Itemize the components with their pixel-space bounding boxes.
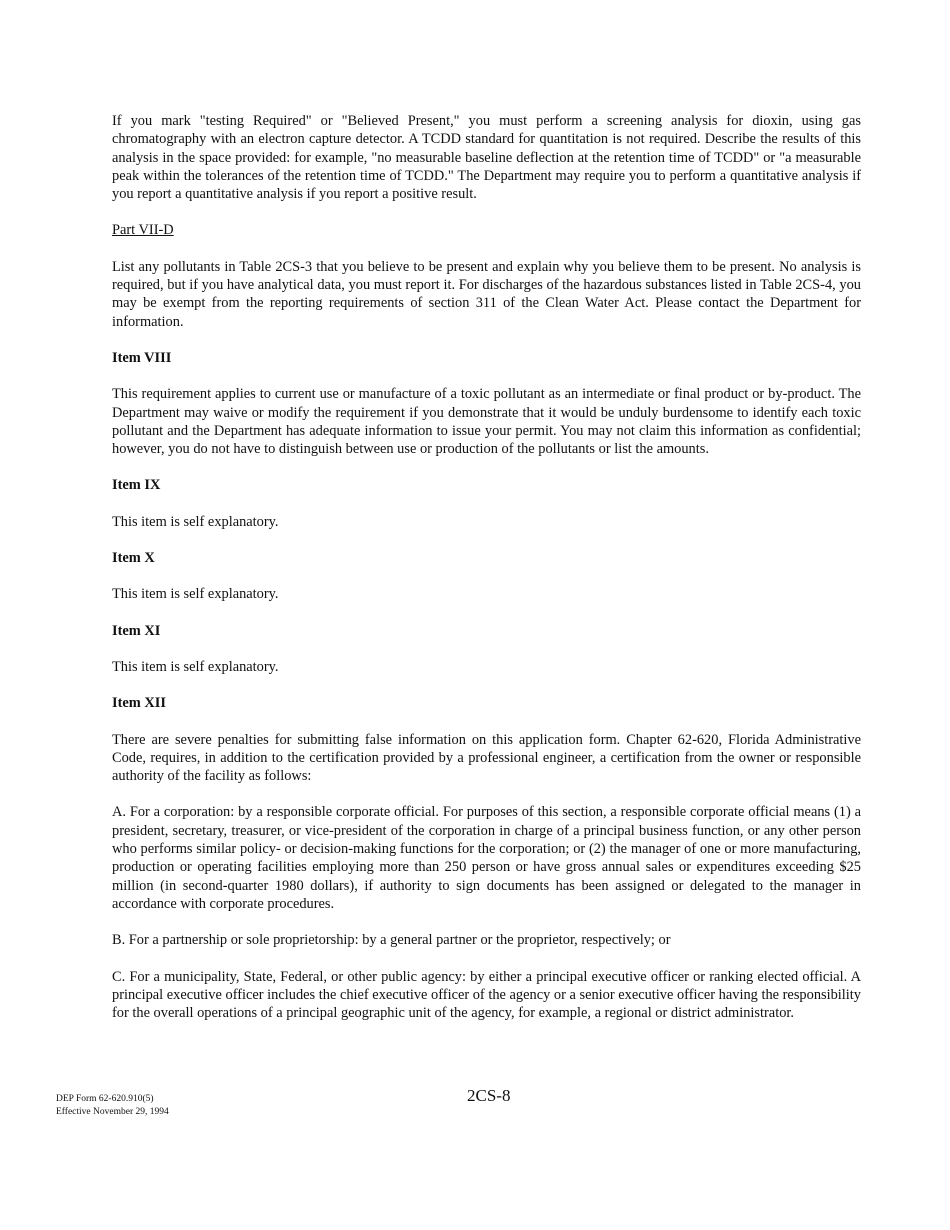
penalties-paragraph: There are severe penalties for submitting false information on this application form. Chapter 62-620, Florida Administrative Code, requires, in addition to the certification provided by a professional engineer, a certification from the owner or responsible authority of the facility as follows: (112, 731, 861, 785)
corporation-certification-paragraph: A. For a corporation: by a responsible corporate official. For purposes of this section, a responsible corporate official means (1) a president, secretary, treasurer, or vice-president of the corporation in charge of a principal business function, or any other person who performs similar policy- or decision-making functions for the corporation; or (2) the manager of one or more manufacturing, production or operating facilities employing more than 250 person or have gross annual sales or expenditures exceeding $25 million (in second-quarter 1980 dollars), if authority to sign documents has been assigned or delegated to the manager in accordance with corporate procedures. (112, 804, 861, 912)
item-xi-text: This item is self explanatory. (112, 658, 279, 675)
item-xi-heading: Item XI (112, 622, 161, 639)
form-info-footer (56, 1093, 169, 1119)
item-xii-heading: Item XII (112, 695, 166, 712)
partnership-certification-paragraph: B. For a partnership or sole proprietorship: by a general partner or the proprietor, respectively; or (112, 932, 671, 949)
item-ix-heading: Item IX (112, 477, 161, 494)
item-ix-text: This item is self explanatory. (112, 513, 279, 530)
effective-date: Effective November 29, 1994 (56, 1107, 169, 1117)
item-x-text: This item is self explanatory. (112, 586, 279, 603)
item-x-heading: Item X (112, 550, 155, 567)
dioxin-screening-paragraph: If you mark "testing Required" or "Believed Present," you must perform a screening analysis for dioxin, using gas chromatography with an electron capture detector. A TCDD standard for quantitation is not required. Describe the results of this analysis in the space provided: for example, "no measurable baseline deflection at the retention time of TCDD" or "a measurable peak within the tolerances of the retention time of TCDD." The Department may require you to perform a quantitative analysis if you report a quantitative analysis if you report a positive result. (112, 113, 861, 203)
toxic-pollutant-paragraph: This requirement applies to current use or manufacture of a toxic pollutant as an intermediate or final product or by-product. The Department may waive or modify the requirement if you demonstrate that it would be unduly burdensome to identify each toxic pollutant and the Department has adequate information to issue your permit. You may not claim this information as confidential; however, you do not have to distinguish between use or production of the pollutants or list the amounts. (112, 386, 861, 458)
pollutants-paragraph: List any pollutants in Table 2CS-3 that you believe to be present and explain why you believe them to be present. No analysis is required, but if you have analytical data, you must report it. For discharges of the hazardous substances listed in Table 2CS-4, you may be exempt from the reporting requirements of section 311 of the Clean Water Act. Please contact the Department for information. (112, 258, 861, 330)
item-viii-heading: Item VIII (112, 349, 172, 366)
page-number: 2CS-8 (467, 1086, 511, 1105)
document-body (112, 112, 861, 1040)
part-vii-d-heading: Part VII-D (112, 222, 174, 239)
public-agency-certification-paragraph: C. For a municipality, State, Federal, or other public agency: by either a principal executive officer or ranking elected official. A principal executive officer includes the chief executive officer of the agency or a senior executive officer having the responsibility for the overall operations of a principal geographic unit of the agency, for example, a regional or district administrator. (112, 968, 861, 1022)
form-number: DEP Form 62-620.910(5) (56, 1094, 154, 1104)
